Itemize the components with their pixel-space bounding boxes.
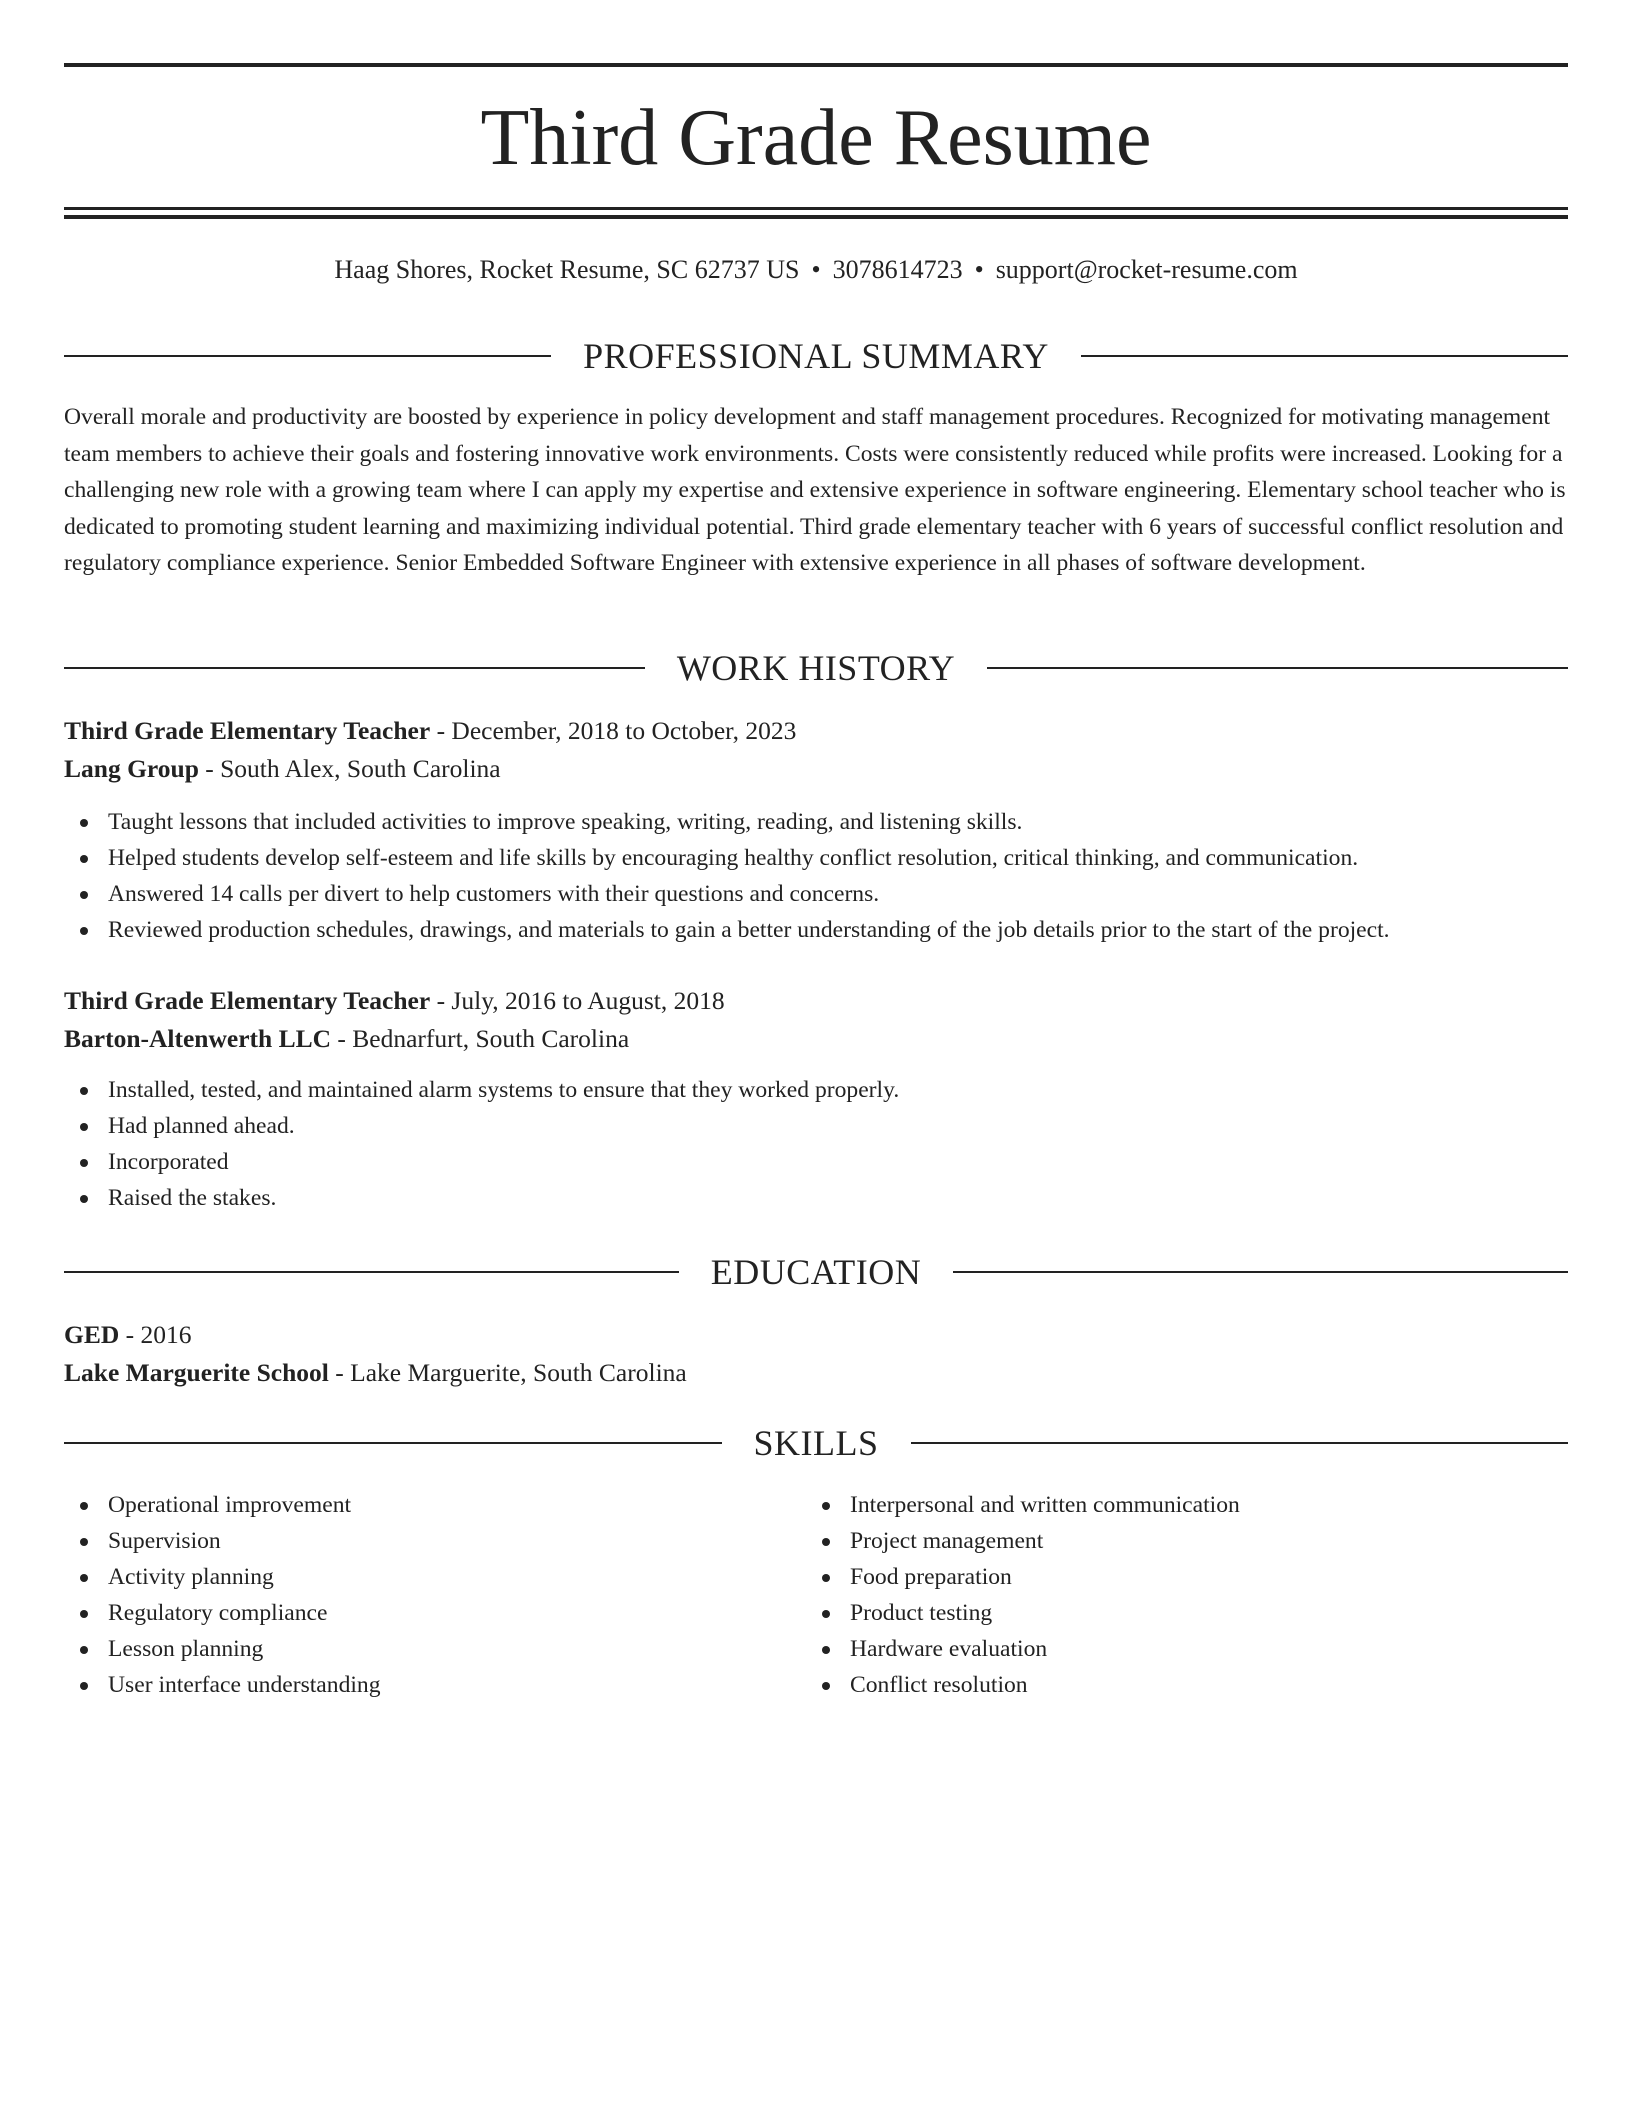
job-duties-list [64,804,1568,948]
education-year: - 2016 [119,1320,192,1349]
education-section-header [64,1250,1568,1294]
section-divider [911,1442,1569,1444]
job-location: - Bednarfurt, South Carolina [331,1024,630,1053]
skills-columns [64,1487,1568,1703]
section-divider [64,1271,679,1273]
contact-phone: 3078614723 [832,255,963,284]
section-divider [64,667,645,669]
job-title: Third Grade Elementary Teacher [64,986,431,1015]
skills-section-header [64,1421,1568,1465]
list-item: Project management [806,1523,1548,1559]
job-location: - South Alex, South Carolina [198,754,501,783]
skills-list-right [806,1487,1548,1703]
section-divider [64,355,551,357]
contact-separator: • [974,255,984,284]
education-heading: EDUCATION [710,1252,922,1292]
skills-list-left [64,1487,806,1703]
summary-text: Overall morale and productivity are boosted by experience in policy development and staff management procedures. Recognized for motivating management team members to achieve their goals and fostering innovative work environments. Costs were consistently reduced while profits were increased. Looking for a challenging new role with a growing team where I can apply my expertise and extensive experience in software engineering. Elementary school teacher who is dedicated to promoting student learning and maximizing individual potential. Third grade elementary teacher with 6 years of successful conflict resolution and regulatory compliance experience. Senior Embedded Software Engineer with extensive experience in all phases of software development. [64,404,1566,576]
list-item: Reviewed production schedules, drawings, and materials to gain a better understanding of the job details prior to the start of the project. [64,912,1568,948]
header-top-rule [64,63,1568,67]
job-title-line [64,982,1568,1020]
education-location: - Lake Marguerite, South Carolina [328,1358,687,1387]
job-dates: - December, 2018 to October, 2023 [430,716,797,745]
list-item: Had planned ahead. [64,1108,1568,1144]
contact-line [64,252,1568,288]
education-entry [64,1316,1568,1392]
list-item: Helped students develop self-esteem and life skills by encouraging healthy conflict resolution, critical thinking, and communication. [64,840,1568,876]
work-section-header [64,646,1568,690]
job-duties-list [64,1072,1568,1216]
job-entry [64,712,1568,948]
section-divider [64,1442,722,1444]
list-item: User interface understanding [64,1667,806,1703]
contact-email: support@rocket-resume.com [995,255,1298,284]
contact-address: Haag Shores, Rocket Resume, SC 62737 US [334,255,800,284]
list-item: Conflict resolution [806,1667,1548,1703]
list-item: Product testing [806,1595,1548,1631]
list-item: Supervision [64,1523,806,1559]
list-item: Installed, tested, and maintained alarm systems to ensure that they worked properly. [64,1072,1568,1108]
list-item: Food preparation [806,1559,1548,1595]
education-degree: GED [64,1320,120,1349]
resume-title: Third Grade Resume [480,94,1152,182]
job-company: Barton-Altenwerth LLC [64,1024,332,1053]
section-divider [953,1271,1568,1273]
education-school: Lake Marguerite School [64,1358,329,1387]
summary-section-header [64,334,1568,378]
job-entry [64,982,1568,1216]
list-item: Raised the stakes. [64,1180,1568,1216]
list-item: Interpersonal and written communication [806,1487,1548,1523]
list-item: Hardware evaluation [806,1631,1548,1667]
section-divider [987,667,1568,669]
list-item: Activity planning [64,1559,806,1595]
list-item: Operational improvement [64,1487,806,1523]
list-item: Answered 14 calls per divert to help customers with their questions and concerns. [64,876,1568,912]
job-dates: - July, 2016 to August, 2018 [430,986,725,1015]
skills-heading: SKILLS [753,1423,879,1463]
job-company-line [64,750,1568,788]
education-school-line [64,1354,1568,1392]
header-bottom-rule [64,207,1568,210]
section-divider [1081,355,1568,357]
header-bottom-rule-second [64,215,1568,219]
summary-heading: PROFESSIONAL SUMMARY [583,336,1049,376]
list-item: Incorporated [64,1144,1568,1180]
job-company-line [64,1020,1568,1058]
work-heading: WORK HISTORY [676,648,956,688]
job-title: Third Grade Elementary Teacher [64,716,431,745]
education-degree-line [64,1316,1568,1354]
job-company: Lang Group [64,754,199,783]
list-item: Regulatory compliance [64,1595,806,1631]
list-item: Taught lessons that included activities to improve speaking, writing, reading, and listening skills. [64,804,1568,840]
contact-separator: • [811,255,821,284]
job-title-line [64,712,1568,750]
list-item: Lesson planning [64,1631,806,1667]
